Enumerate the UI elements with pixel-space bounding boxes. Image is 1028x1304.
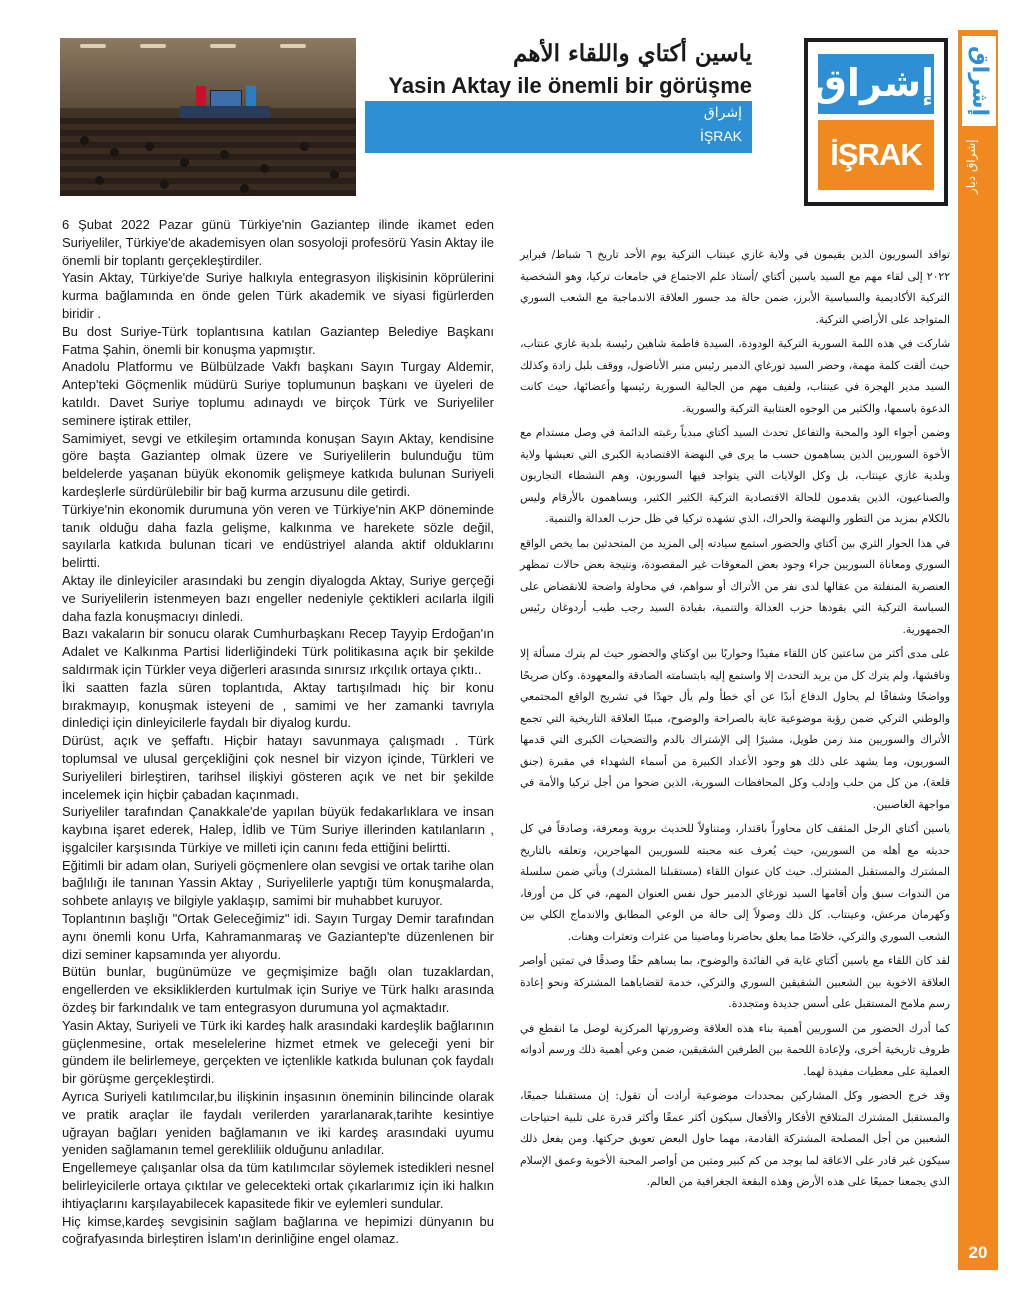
arabic-column xyxy=(520,244,950,1274)
turkish-paragraph: Suriyeliler tarafından Çanakkale'de yapılan büyük fedakarlıklara ve insan kaybına işaret ederek, Halep, İdlib ve Tüm Suriye illerinden katılanların , işgalciler karşısında Türkiye ve milleti için canını feda ettiğini belirtti. xyxy=(62,804,494,855)
sidebar-strip xyxy=(958,30,998,1270)
turkish-paragraph: Yasin Aktay, Suriyeli ve Türk iki kardeş halk arasındaki kardeşlik bağlarının güçlenmesine, ortak meselelerine hizmet etmek ve geleceği yeni bir gündem ile belirlemeye, gerçekten ve içtenlikle katkıda bulunan çok faydalı bir görüşme gerçekleştirdi. xyxy=(62,1017,494,1087)
turkish-paragraph: Bazı vakaların bir sonucu olarak Cumhurbaşkanı Recep Tayyip Erdoğan'ın Adalet ve Kalkınma Partisi liderliğindeki Türk politikasına açık bir şekilde saldırmak için Türkler veya diğerleri arasında sınırsız ırkçılık ortaya çıktı.. xyxy=(62,626,494,677)
turkish-column xyxy=(62,216,494,1276)
turkish-paragraph: Türkiye'nin ekonomik durumuna yön veren ve Türkiye'nin AKP döneminde tanık olduğu daha fazla gelişme, kalkınma ve harekete sözle değil, sayılarla katkıda bulunan ticari ve endüstriyel alanda aktif olduklarını belirtti. xyxy=(62,501,494,571)
arabic-paragraph: على مدى أكثر من ساعتين كان اللقاء مفيدًا وحواريًا بين اوكتاي والحضور حيث لم يترك مسألة إلا وناقشها، ولم يترك كل من يريد التحدث إلا واستمع إليه بابتسامته الصادقة والمعهودة. وكان صريحًا وواضحًا وشفافًا لم يحاول الدفاع أبدًا عن أي خطأ ولم يأل جهدًا في تشريح الواقع المجتمعي والوطني التركي ضمن رؤية موضوعية غاية بالصراحة والوضوح، مبينًا العلاقة التاريخية التي تجمع الأتراك والسوريين منذ زمن طويل، مشيرًا إلى الإشتراك بالدم والتضحيات الكبرى التي قدمها السوريون، وما يشهد على ذلك هو وجود الأعداد الكبيرة من أسماء الشهداء في مقبرة (جنق قلعة)، من كل من حلب وإدلب وكل المحافظات السورية، الذين ضحوا من أجل تركيا والأمة في مواجهة الغاصبين. xyxy=(520,647,950,811)
turkish-paragraph: Hiç kimse,kardeş sevgisinin sağlam bağlarına ve hepimizi dünyanın bu coğrafyasında birleştiren İslam'ın derinliğine engel olamaz. xyxy=(62,1213,494,1247)
arabic-paragraph: ياسين أكتاي الرجل المثقف كان محاوراً باقتدار، ومتناولاً للحديث بروية ومعرفة، وصادقاً في كل حديثه مع أهله من السوريين، حيث يُعرف عنه محبته للسوريين المهاجرين، وتعلقه بالتاريخ المشترك والمستقبل المشترك. حيث كان عنوان اللقاء (مستقبلنا المشترك) ويأتي ضمن سلسلة من الندوات سبق وأن أقامها السيد تورغاي الدمير حول نفس العنوان المهم، في كل من أورفا، وكهرمان مرعش، وعينتاب. كل ذلك وصولاً إلى حالة من الوعي المطابق والاندماج الكلي بين الشعب السوري والتركي، خلاصًا مما يعلق بحاضرنا وماضينا من عثرات وتعثرات وهنات. xyxy=(520,822,950,943)
turkish-paragraph: Bütün bunlar, bugünümüze ve geçmişimize bağlı olan tuzaklardan, engellerden ve eksikliklerden kurtulmak için Suriye ve Türk halkı arasında özdeş bir farkındalık ve tam entegrasyon durumuna yol açmaktadır. xyxy=(62,964,494,1016)
arabic-paragraph: توافد السوريون الذين يقيمون في ولاية غازي عينتاب التركية يوم الأحد تاريخ ٦ شباط/ فبراير ٢٠٢٢ إلى لقاء مهم مع السيد ياسين أكتاي /أستاذ علم الاجتماع في جامعات تركيا، وهو الشخصية التركية الأكاديمية والسياسية الأبرز، ضمن حالة مد جسور العلاقة الاندماجية مع الشعب السوري المتواجد على الأراضي التركية. xyxy=(520,248,951,326)
arabic-paragraph: كما أدرك الحضور من السوريين أهمية بناء هذه العلاقة وضرورتها المركزية لوصل ما انقطع في ظروف تاريخية أخرى، ولإعادة اللحمة بين الطرفين الشقيقين، ضمن وعي أهمية ذلك ورسم أدواته العملية على معطيات مفيدة لهما. xyxy=(520,1021,950,1078)
turkish-paragraph: Toplantının başlığı "Ortak Geleceğimiz" idi. Sayın Turgay Demir tarafından aynı önemli konu Urfa, Kahramanmaraş ve Gaziantep'te düzenlenen bir dizi seminer kapsamında yer alıyordu. xyxy=(62,911,494,962)
turkish-paragraph: Dürüst, açık ve şeffaftı. Hiçbir hatayı savunmaya çalışmadı . Türk toplumsal ve ulusal gerçekliğini çok nesnel bir vizyon içinde, Türkleri ve Suriyelileri birleştiren, tarihsel ilişkiyi gösteren açık ve net bir şekilde incelemek için hiçbir çabadan kaçınmadı. xyxy=(62,733,494,802)
turkish-paragraph: 6 Şubat 2022 Pazar günü Türkiye'nin Gaziantep ilinde ikamet eden Suriyeliler, Türkiye'de akademisyen olan sosyoloji profesörü Yasin Aktay ile önemli bir toplantı gerçekleştirdiler. xyxy=(62,217,494,268)
byline-arabic: إشراق xyxy=(703,105,742,121)
turkish-paragraph: Samimiyet, sevgi ve etkileşim ortamında konuşan Sayın Aktay, kendisine göre başta Gaziantep olmak üzere ve Suriyelilerin bulunduğu tüm beldelerde yaşanan büyük ekonomik gelişmeye katkıda bulunan Suriyeli kardeşlerle sürdürülebilir bir bağ kurma arzusunu dile getirdi. xyxy=(62,430,494,499)
sidebar-label: إشراق ديار xyxy=(964,139,978,195)
turkish-paragraph: Ayrıca Suriyeli katılımcılar,bu ilişkinin inşasının öneminin bilincinde olarak ve pratik araçlar ile faydalı verilerden yararlanarak,tarihte kesintiye uğrayan bağları yeniden bağlamanın ve iki kardeş arasındaki uyumu yeniden sağlamanın temel gerekliliik olduğunu anladılar. xyxy=(62,1089,494,1158)
turkish-paragraph: İki saatten fazla süren toplantıda, Aktay tartışılmadı hiç bir konu bırakmayıp, konuşmak isteyeni de , samimi ve her zamanki tavrıyla dinlediçi için dinleyicilerle faydalı bir diyalog kurdu. xyxy=(62,679,494,731)
arabic-paragraph: شاركت في هذه اللمة السورية التركية الودودة، السيدة فاطمة شاهين رئيسة بلدية غازي عنتاب، حيث ألقت كلمة مهمة، وحضر السيد تورغاي الدمير رئيس منبر الأناضول، ووقف بلبل زادة وكذلك السيد مدير الهجرة في عينتاب، ولفيف مهم من الجالية السورية رئيسها وأعضائها، حيث كانت الدعوة باسمها، والكثير من الوجوه العنتابية التركية والسورية. xyxy=(520,337,950,415)
headline-turkish: Yasin Aktay ile önemli bir görüşme xyxy=(388,73,752,98)
sidebar-logo: إشراق xyxy=(962,36,996,126)
arabic-paragraph: وقد خرج الحضور وكل المشاركين بمحددات موضوعية أرادت أن تقول: إن مستقبلنا جميعًا، والمستقبل المشترك المتلاقح الأفكار والأفعال سيكون أكثر عمقًا وأكثر قدرة على تلبية احتياجات الشعبين من أجل المصلحة المشتركة القادمة، مهما حاول البعض تعويق حركتها. ومن يفعل ذلك سيكون غير قادر على الاعاقة لما يوجد من كم كبير ومتين من أواصر المحبة الأخوية وعمق الإسلام الذي يجمعنا جميعًا على هذه الأرض وهذه البقعة الجغرافية من العالم. xyxy=(520,1089,950,1188)
arabic-paragraph: لقد كان اللقاء مع ياسين أكتاي غاية في الفائدة والوضوح، بما يساهم حقًا وصدقًا في تمتين أواصر العلاقة الاخوية بين الشعبين الشقيقين السوري والتركي، خدمة لقضاياهما المشتركة ونحو إعادة رسم ملامح المستقبل على أسس جديدة ومتجددة. xyxy=(520,954,950,1010)
byline-bar xyxy=(365,101,752,153)
arabic-paragraph: في هذا الحوار الثري بين أكتاي والحضور استمع سيادته إلى المزيد من المتحدثين بما يخص الواقع السوري ومعاناة السوريين جراء وجود بعض المعوقات غير المقصودة، ونتيجة بعض حالات تمظهر العنصرية المنفلتة من عقالها لدى نفر من الأتراك أو سواهم، في محاولة واضحة للانقضاض على السياسة التركية التي يقودها حزب العدالة والتنمية، بقيادة السيد رجب طيب أردوغان رئيس الجمهورية. xyxy=(520,536,950,636)
turkish-paragraph: Anadolu Platformu ve Bülbülzade Vakfı başkanı Sayın Turgay Aldemir, Antep'teki Göçmenlik müdürü Suriye toplumunun başkanı ve üyeleri de katıldı. Davet Suriye toplumu adınaydı ve birçok Türk ve Suriyeliler seminere iştirak ettiler, xyxy=(62,359,494,428)
article-photo xyxy=(60,38,356,196)
headline-arabic: ياسين أكتاي واللقاء الأهم xyxy=(513,40,752,67)
turkish-paragraph: Engellemeye çalışanlar olsa da tüm katılımcılar söylemek istedikleri nesnel belirleyicilerle ortaya çıktılar ve gelecekteki ortak çıkarlarımız için iki halkın ihtiyaçlarını karşılayabilecek kapasitede fikir ve eylemleri sundular. xyxy=(62,1160,494,1211)
turkish-paragraph: Bu dost Suriye-Türk toplantısına katılan Gaziantep Belediye Başkanı Fatma Şahin, önemli bir konuşma yapmıştır. xyxy=(62,323,494,357)
turkish-paragraph: Aktay ile dinleyiciler arasındaki bu zengin diyalogda Aktay, Suriye gerçeği ve Suriyelilerin istenmeyen bazı engeller nedeniyle çektikleri acılarla ilgili daha fazla konuşmacıyı dinledi. xyxy=(62,572,494,624)
logo-latin: İŞRAK xyxy=(818,120,934,190)
arabic-paragraph: وضمن أجواء الود والمحبة والتفاعل تحدث السيد أكتاي مبدياً رغبته الدائمة في وصل مستدام مع الأخوة السوريين الذين يساهمون حسب ما يرى في النهضة الاقتصادية الكبرى التي تعيشها ولاية وبلدية غازي عينتاب، بل وكل الولايات التي يتواجد فيها السوريون، وهم النشطاء التجاريون والصناعيون، الذين يقدمون للحالة الاقتصادية التركية الكثير الكثير، ويساهمون بالأرقام وليس بالكلام بمزيد من التطور والنهضة والحراك، الذي تشهده تركيا في ظل حزب العدالة والتنمية. xyxy=(520,426,950,525)
byline-turkish: İŞRAK xyxy=(699,128,742,144)
israk-logo xyxy=(804,38,948,206)
turkish-paragraph: Yasin Aktay, Türkiye'de Suriye halkıyla entegrasyon ilişkisinin köprülerini kurma bağlamında en önde gelen Türk akademik ve siyasi figürlerden biridir . xyxy=(62,270,494,321)
logo-arabic: إشراق xyxy=(818,54,934,114)
page-number: 20 xyxy=(968,1243,988,1262)
turkish-paragraph: Eğitimli bir adam olan, Suriyeli göçmenlere olan sevgisi ve ortak tarihe olan bağlılığı ile tanınan Yassin Aktay , Suriyelilerle yaptığı tüm konuşmalarda, sohbete anlayış ve bilgiyle yaklaşıp, samimi bir muhabbet kuruyor. xyxy=(62,857,494,909)
